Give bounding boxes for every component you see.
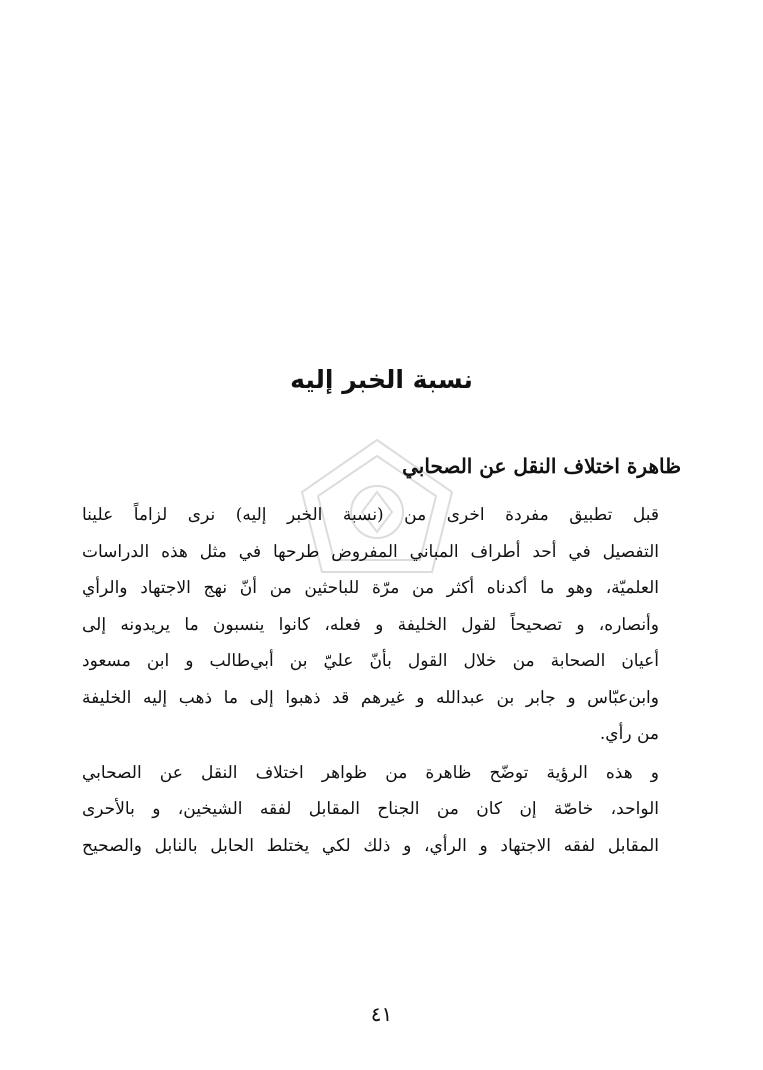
text-line: وابن‌عبّاس و جابر بن عبدالله و غيرهم قد ذهبوا إلى ما ذهب إليه الخليفة xyxy=(82,687,659,708)
text-line: و هذه الرؤية توضّح ظاهرة من ظواهر اختلاف النقل عن الصحابي xyxy=(82,762,659,783)
text-line: وأنصاره، و تصحيحاً لقول الخليفة و فعله، كانوا ينسبون ما يريدونه إلى xyxy=(82,614,659,635)
text-line: المقابل لفقه الاجتهاد و الرأي، و ذلك لكي يختلط الحابل بالنابل والصحيح xyxy=(82,835,659,856)
chapter-title: نسبة الخبر إليه xyxy=(290,365,473,394)
section-heading: ظاهرة اختلاف النقل عن الصحابي xyxy=(402,454,681,478)
text-line: قبل تطبيق مفردة اخرى من (نسبة الخبر إليه) نرى لزاماً علينا xyxy=(82,505,659,525)
text-line: الواحد، خاصّة إن كان من الجناح المقابل لفقه الشيخين، و بالأحرى xyxy=(82,799,659,819)
paragraph-2 xyxy=(82,755,681,865)
text-line: أعيان الصحابة من خلال القول بأنّ عليّ بن أبي‌طالب و ابن مسعود xyxy=(82,651,659,671)
text-line: من رأي. xyxy=(599,724,659,744)
text-line: التفصيل في أحد أطراف المباني المفروض طرحها في مثل هذه الدراسات xyxy=(82,541,659,562)
paragraph-1 xyxy=(82,497,681,753)
text-line: العلميّة، وهو ما أكدناه أكثر من مرّة للباحثين من أنّ نهج الاجتهاد والرأي xyxy=(82,578,659,598)
body-text xyxy=(82,497,681,864)
page-number: ٤١ xyxy=(370,1002,393,1026)
